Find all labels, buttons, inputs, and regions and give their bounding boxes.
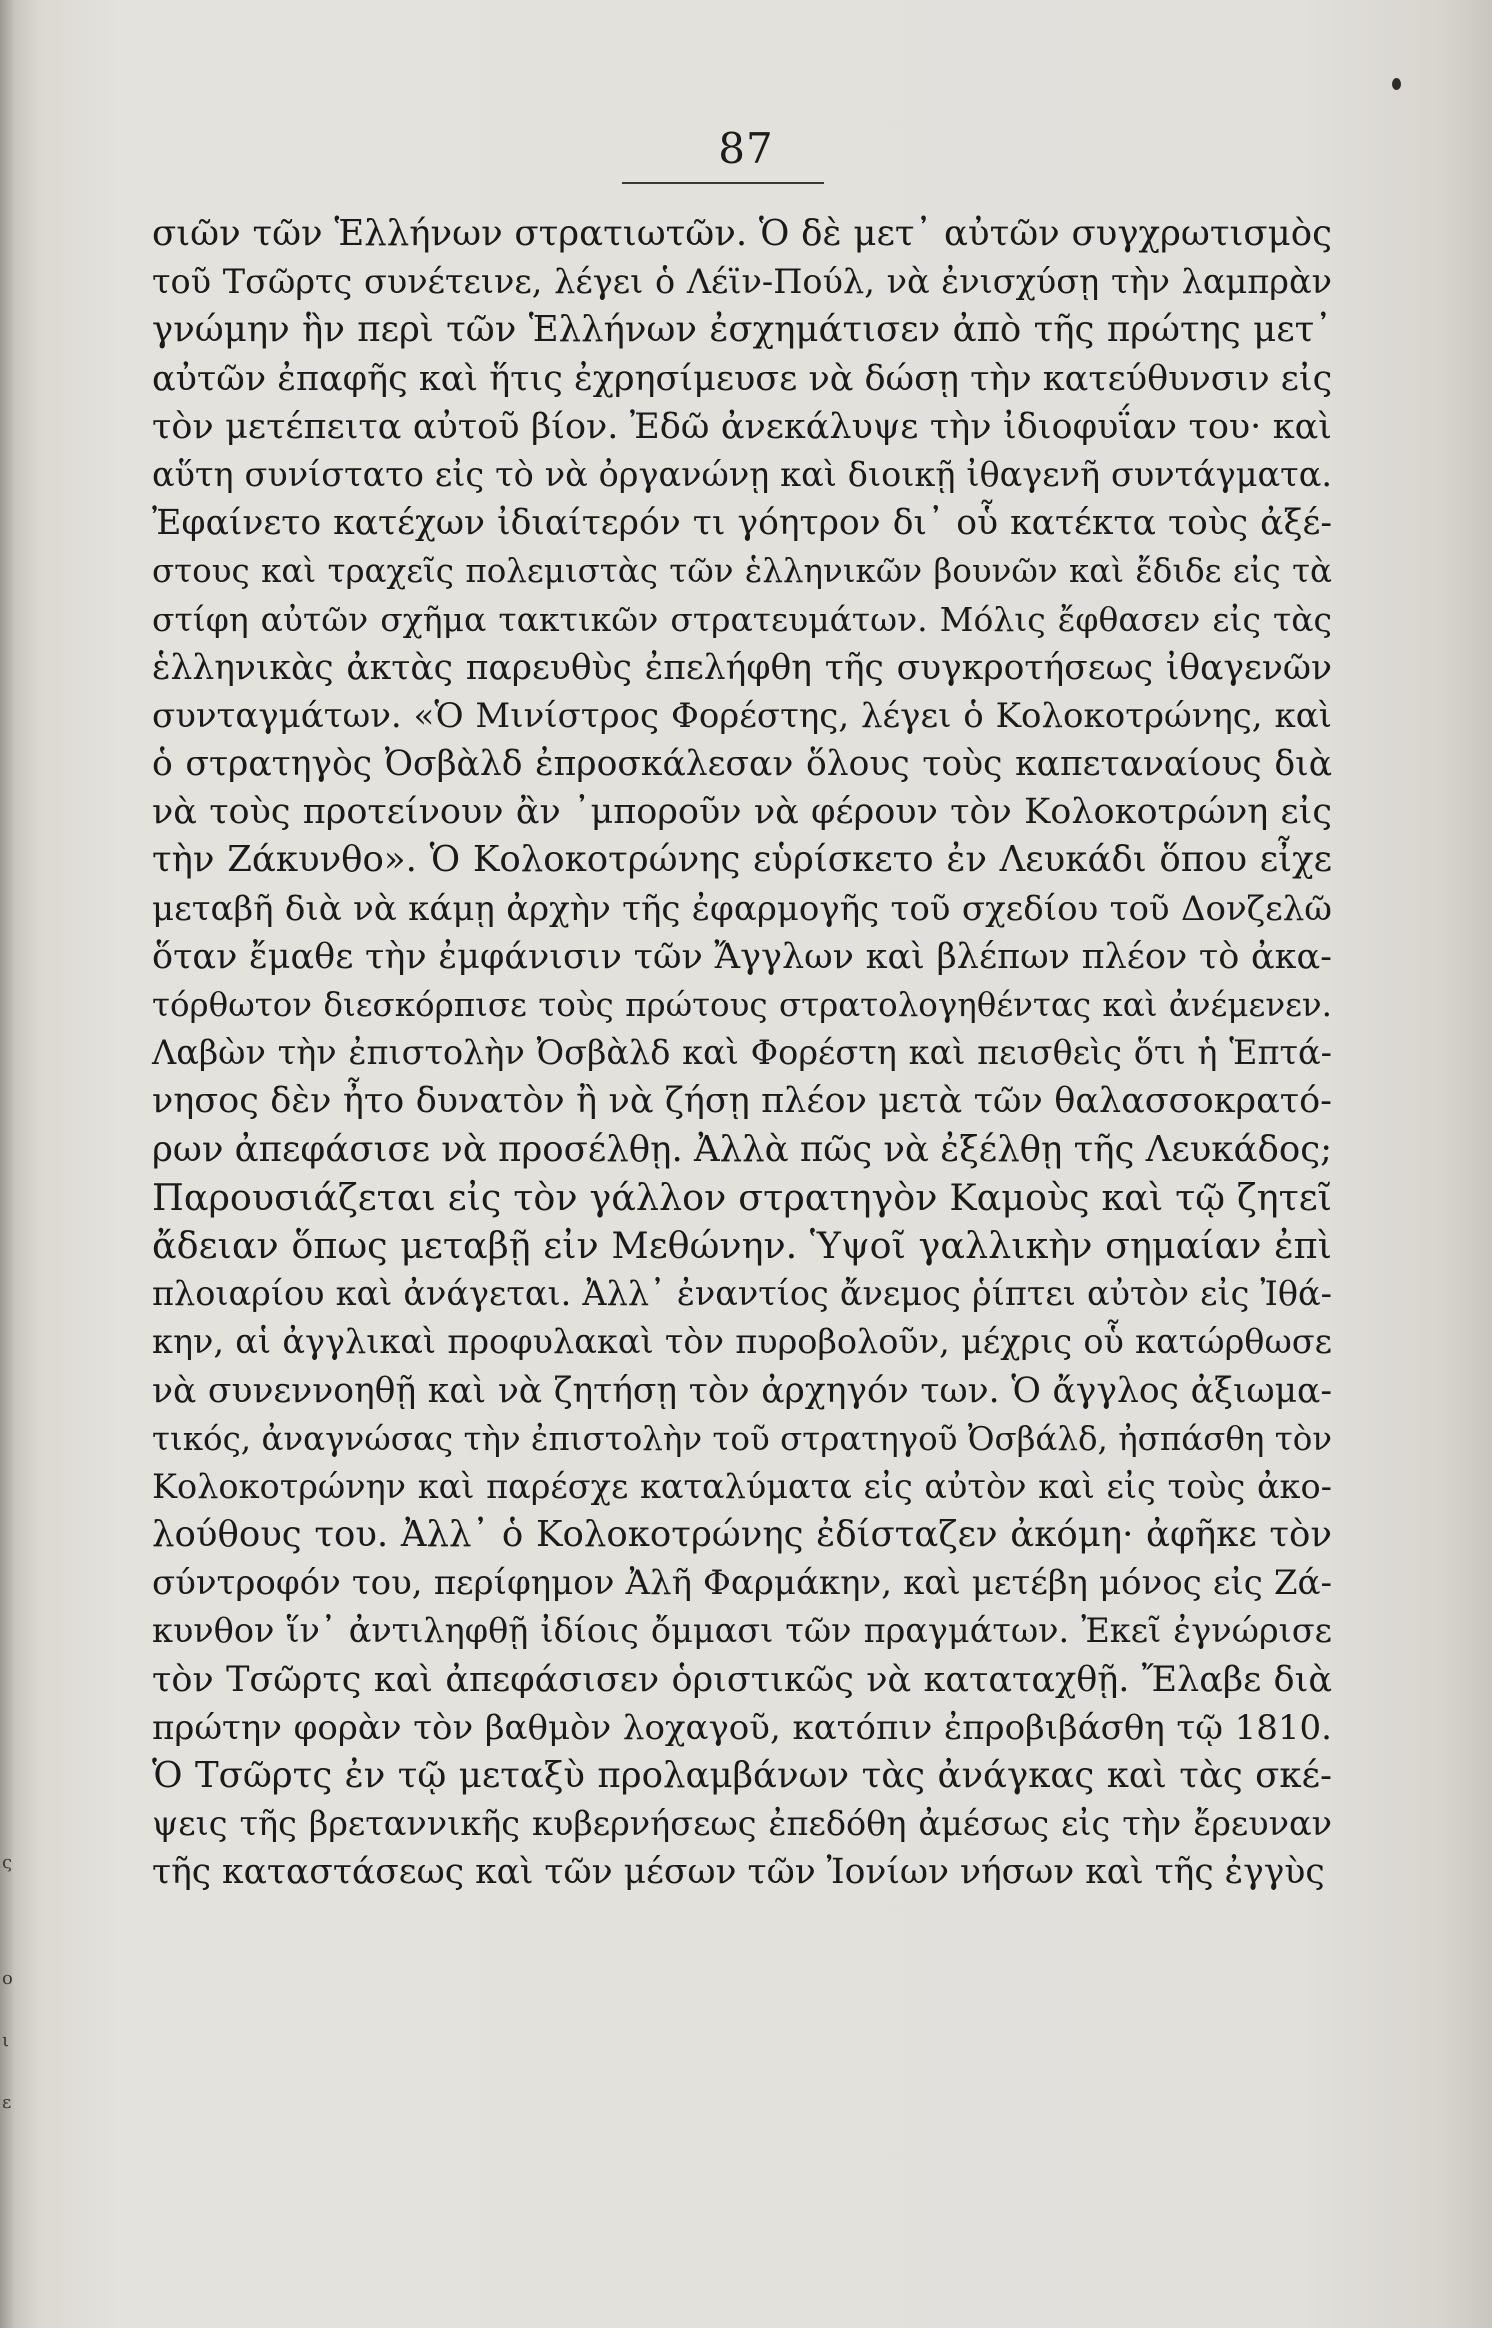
text-line: αὐτῶν ἐπαφῆς καὶ ἥτις ἐχρησίμευσε νὰ δώσῃ τὴν κατεύθυνσιν εἰς: [152, 358, 1333, 399]
margin-mark: ε: [2, 2092, 12, 2113]
text-line: νησος δὲν ἦτο δυνατὸν ἢ νὰ ζήσῃ πλέον μετὰ τῶν θαλασσοκρατό-: [152, 1081, 1332, 1122]
margin-marks: [0, 0, 14, 2328]
text-line: μεταβῆ διὰ νὰ κάμῃ ἀρχὴν τῆς ἐφαρμογῆς τοῦ σχεδίου τοῦ Δονζελῶ: [152, 888, 1332, 929]
margin-mark: ο: [2, 1968, 13, 1989]
body-text: [152, 210, 1332, 1897]
text-line: τικός, ἀναγνώσας τὴν ἐπιστολὴν τοῦ στρατηγοῦ Ὀσβάλδ, ἠσπάσθη τὸν: [152, 1419, 1333, 1458]
text-line: νὰ τοὺς προτείνουν ἂν ᾽μποροῦν νὰ φέρουν τὸν Κολοκοτρώνη εἰς: [152, 792, 1332, 833]
text-line: ὅταν ἔμαθε τὴν ἐμφάνισιν τῶν Ἄγγλων καὶ βλέπων πλέον τὸ ἀκα-: [152, 936, 1332, 977]
text-line: σύντροφόν του, περίφημον Ἀλῆ Φαρμάκην, καὶ μετέβη μόνος εἰς Ζά-: [152, 1563, 1332, 1604]
text-line: τῆς καταστάσεως καὶ τῶν μέσων τῶν Ἰονίων νήσων καὶ τῆς ἐγγὺς: [152, 1852, 1325, 1893]
text-line: στους καὶ τραχεῖς πολεμιστὰς τῶν ἑλληνικῶν βουνῶν καὶ ἔδιδε εἰς τὰ: [152, 552, 1332, 591]
text-line: νὰ συνεννοηθῇ καὶ νὰ ζητήσῃ τὸν ἀρχηγόν των. Ὁ ἄγγλος ἀξιωμα-: [152, 1370, 1332, 1411]
text-line: ρων ἀπεφάσισε νὰ προσέλθῃ. Ἀλλὰ πῶς νὰ ἐξέλθῃ τῆς Λευκάδος;: [152, 1128, 1333, 1170]
text-line: κην, αἱ ἀγγλικαὶ προφυλακαὶ τὸν πυροβολοῦν, μέχρις οὗ κατώρθωσε: [152, 1322, 1332, 1362]
text-line: γνώμην ἣν περὶ τῶν Ἑλλήνων ἐσχημάτισεν ἀπὸ τῆς πρώτης μετ᾽: [152, 309, 1332, 351]
text-line: σιῶν τῶν Ἑλλήνων στρατιωτῶν. Ὁ δὲ μετ᾽ αὐτῶν συγχρωτισμὸς: [152, 213, 1332, 254]
page-number: 87: [718, 124, 774, 173]
text-line: κυνθον ἵν᾽ ἀντιληφθῇ ἰδίοις ὄμμασι τῶν πραγμάτων. Ἐκεῖ ἐγνώρισε: [152, 1611, 1332, 1651]
text-line: τόρθωτον διεσκόρπισε τοὺς πρώτους στρατολογηθέντας καὶ ἀνέμενεν.: [152, 986, 1332, 1024]
text-line: ψεις τῆς βρεταννικῆς κυβερνήσεως ἐπεδόθη ἀμέσως εἰς τὴν ἔρευναν: [152, 1804, 1332, 1844]
text-line: Ὁ Τσῶρτς ἐν τῷ μεταξὺ προλαμβάνων τὰς ἀνάγκας καὶ τὰς σκέ-: [152, 1755, 1332, 1796]
text-line: πρώτην φορὰν τὸν βαθμὸν λοχαγοῦ, κατόπιν ἐπροβιβάσθη τῷ 1810.: [152, 1707, 1332, 1748]
ink-spot: [1392, 78, 1401, 90]
text-line: τὸν μετέπειτα αὐτοῦ βίον. Ἐδῶ ἀνεκάλυψε τὴν ἰδιοφυΐαν του· καὶ: [152, 406, 1332, 447]
text-line: πλοιαρίου καὶ ἀνάγεται. Ἀλλ᾽ ἐναντίος ἄνεμος ῥίπτει αὐτὸν εἰς Ἰθά-: [152, 1274, 1332, 1314]
page-number-rule: [622, 182, 824, 184]
text-line: τοῦ Τσῶρτς συνέτεινε, λέγει ὁ Λέϊν-Πούλ, νὰ ἐνισχύσῃ τὴν λαμπρὰν: [152, 262, 1332, 302]
text-line: ἑλληνικὰς ἀκτὰς παρευθὺς ἐπελήφθη τῆς συγκροτήσεως ἰθαγενῶν: [152, 647, 1332, 688]
text-line: Λαβὼν τὴν ἐπιστολὴν Ὀσβὰλδ καὶ Φορέστη καὶ πεισθεὶς ὅτι ἡ Ἑπτά-: [152, 1033, 1332, 1073]
text-line: τὸν Τσῶρτς καὶ ἀπεφάσισεν ὁριστικῶς νὰ καταταχθῇ. Ἔλαβε διὰ: [152, 1659, 1332, 1700]
text-line: Ἐφαίνετο κατέχων ἰδιαίτερόν τι γόητρον δι᾽ οὗ κατέκτα τοὺς ἀξέ-: [152, 503, 1332, 544]
text-line: αὕτη συνίστατο εἰς τὸ νὰ ὀργανώνῃ καὶ διοικῇ ἰθαγενῆ συντάγματα.: [152, 454, 1332, 494]
text-line: συνταγμάτων. «Ὁ Μινίστρος Φορέστης, λέγει ὁ Κολοκοτρώνης, καὶ: [152, 695, 1332, 736]
text-line: λούθους του. Ἀλλ᾽ ὁ Κολοκοτρώνης ἐδίσταζεν ἀκόμη· ἀφῆκε τὸν: [152, 1514, 1332, 1556]
text-line: Παρουσιάζεται εἰς τὸν γάλλον στρατηγὸν Καμοὺς καὶ τῷ ζητεῖ: [152, 1175, 1332, 1219]
text-line: ἄδειαν ὅπως μεταβῇ εἰν Μεθώνην. Ὑψοῖ γαλλικὴν σημαίαν ἐπὶ: [152, 1223, 1332, 1267]
text-line: στίφη αὐτῶν σχῆμα τακτικῶν στρατευμάτων. Μόλις ἔφθασεν εἰς τὰς: [152, 599, 1332, 639]
margin-mark: ι: [2, 2030, 10, 2051]
text-line: ὁ στρατηγὸς Ὀσβὰλδ ἐπροσκάλεσαν ὅλους τοὺς καπεταναίους διὰ: [152, 744, 1332, 785]
margin-mark: ς: [2, 1852, 13, 1873]
text-line: τὴν Ζάκυνθο». Ὁ Κολοκοτρώνης εὑρίσκετο ἐν Λευκάδι ὅπου εἶχε: [152, 839, 1332, 881]
text-line: Κολοκοτρώνην καὶ παρέσχε καταλύματα εἰς αὐτὸν καὶ εἰς τοὺς ἀκο-: [152, 1466, 1332, 1506]
